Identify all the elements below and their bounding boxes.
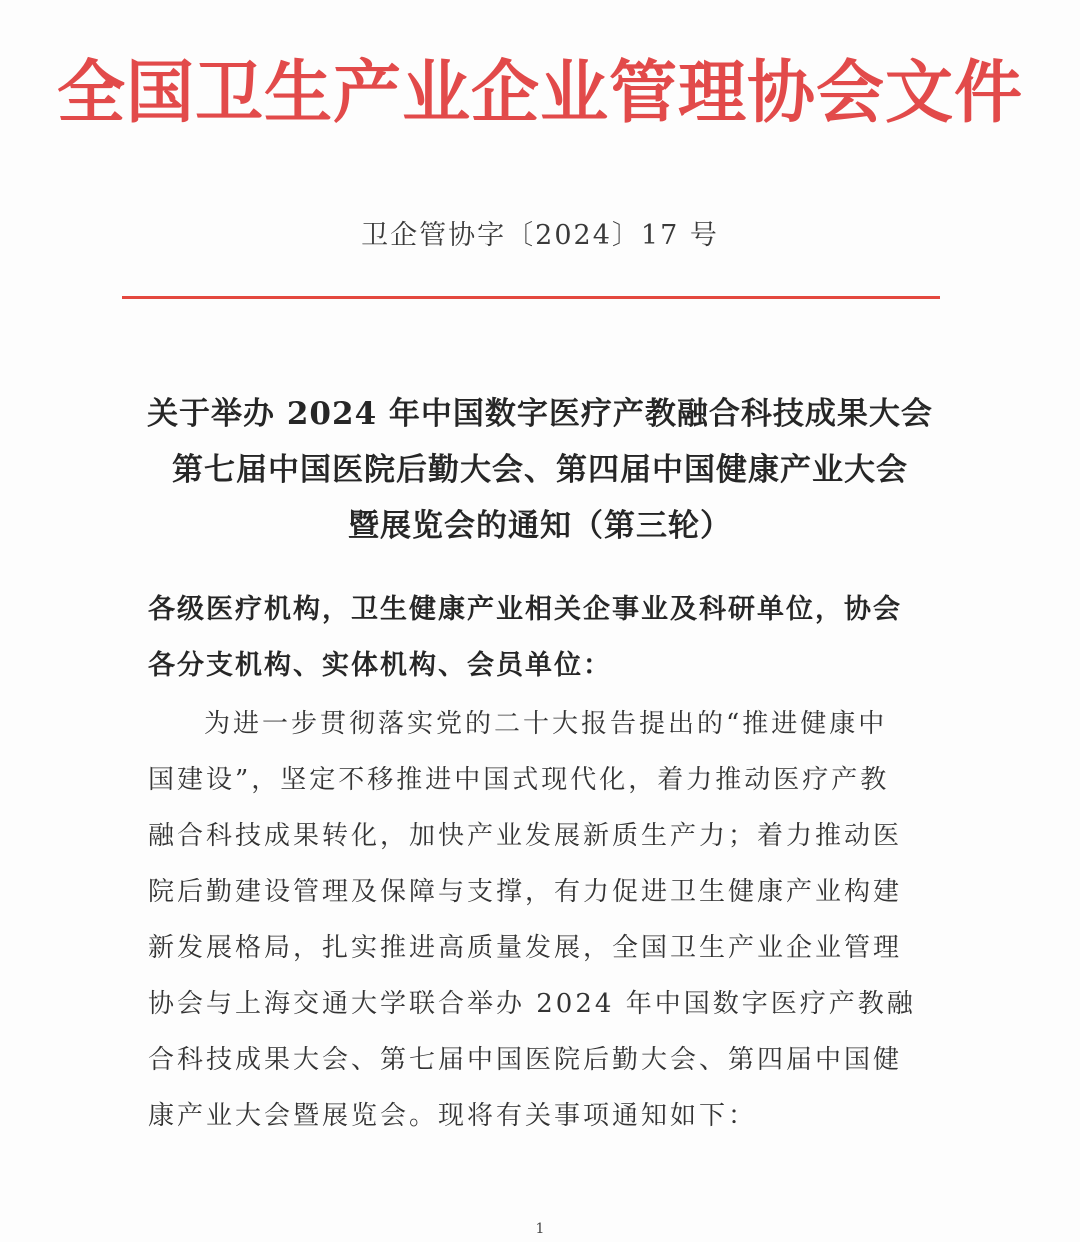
title-line-3: 暨展览会的通知（第三轮） [348, 508, 732, 544]
body-paragraph [148, 696, 948, 1144]
title-line-2: 第七届中国医院后勤大会、第四届中国健康产业大会 [172, 452, 908, 488]
notice-title [100, 386, 980, 554]
title-line-1: 关于举办 2024 年中国数字医疗产教融合科技成果大会 [147, 396, 933, 432]
page-number: 1 [535, 1221, 545, 1237]
body-line-2: 国建设”，坚定不移推进中国式现代化，着力推动医疗产教 [148, 765, 890, 795]
body-line-4: 院后勤建设管理及保障与支撑，有力促进卫生健康产业构建 [148, 877, 903, 907]
org-document-header: 全国卫生产业企业管理协会文件 [56, 53, 1023, 133]
addressee [148, 582, 938, 694]
red-divider-line [122, 296, 940, 299]
body-line-8: 康产业大会暨展览会。现将有关事项通知如下： [148, 1101, 758, 1131]
body-line-1: 为进一步贯彻落实党的二十大报告提出的“推进健康中 [204, 709, 888, 739]
addressee-line-1: 各级医疗机构，卫生健康产业相关企事业及科研单位，协会 [148, 594, 902, 625]
body-line-7: 合科技成果大会、第七届中国医院后勤大会、第四届中国健 [148, 1045, 903, 1075]
document-number: 卫企管协字〔2024〕17 号 [361, 220, 719, 251]
body-line-5: 新发展格局，扎实推进高质量发展，全国卫生产业企业管理 [148, 933, 903, 963]
body-line-3: 融合科技成果转化，加快产业发展新质生产力；着力推动医 [148, 821, 903, 851]
addressee-line-2: 各分支机构、实体机构、会员单位： [148, 650, 612, 681]
body-line-6: 协会与上海交通大学联合举办 2024 年中国数字医疗产教融 [148, 989, 916, 1019]
